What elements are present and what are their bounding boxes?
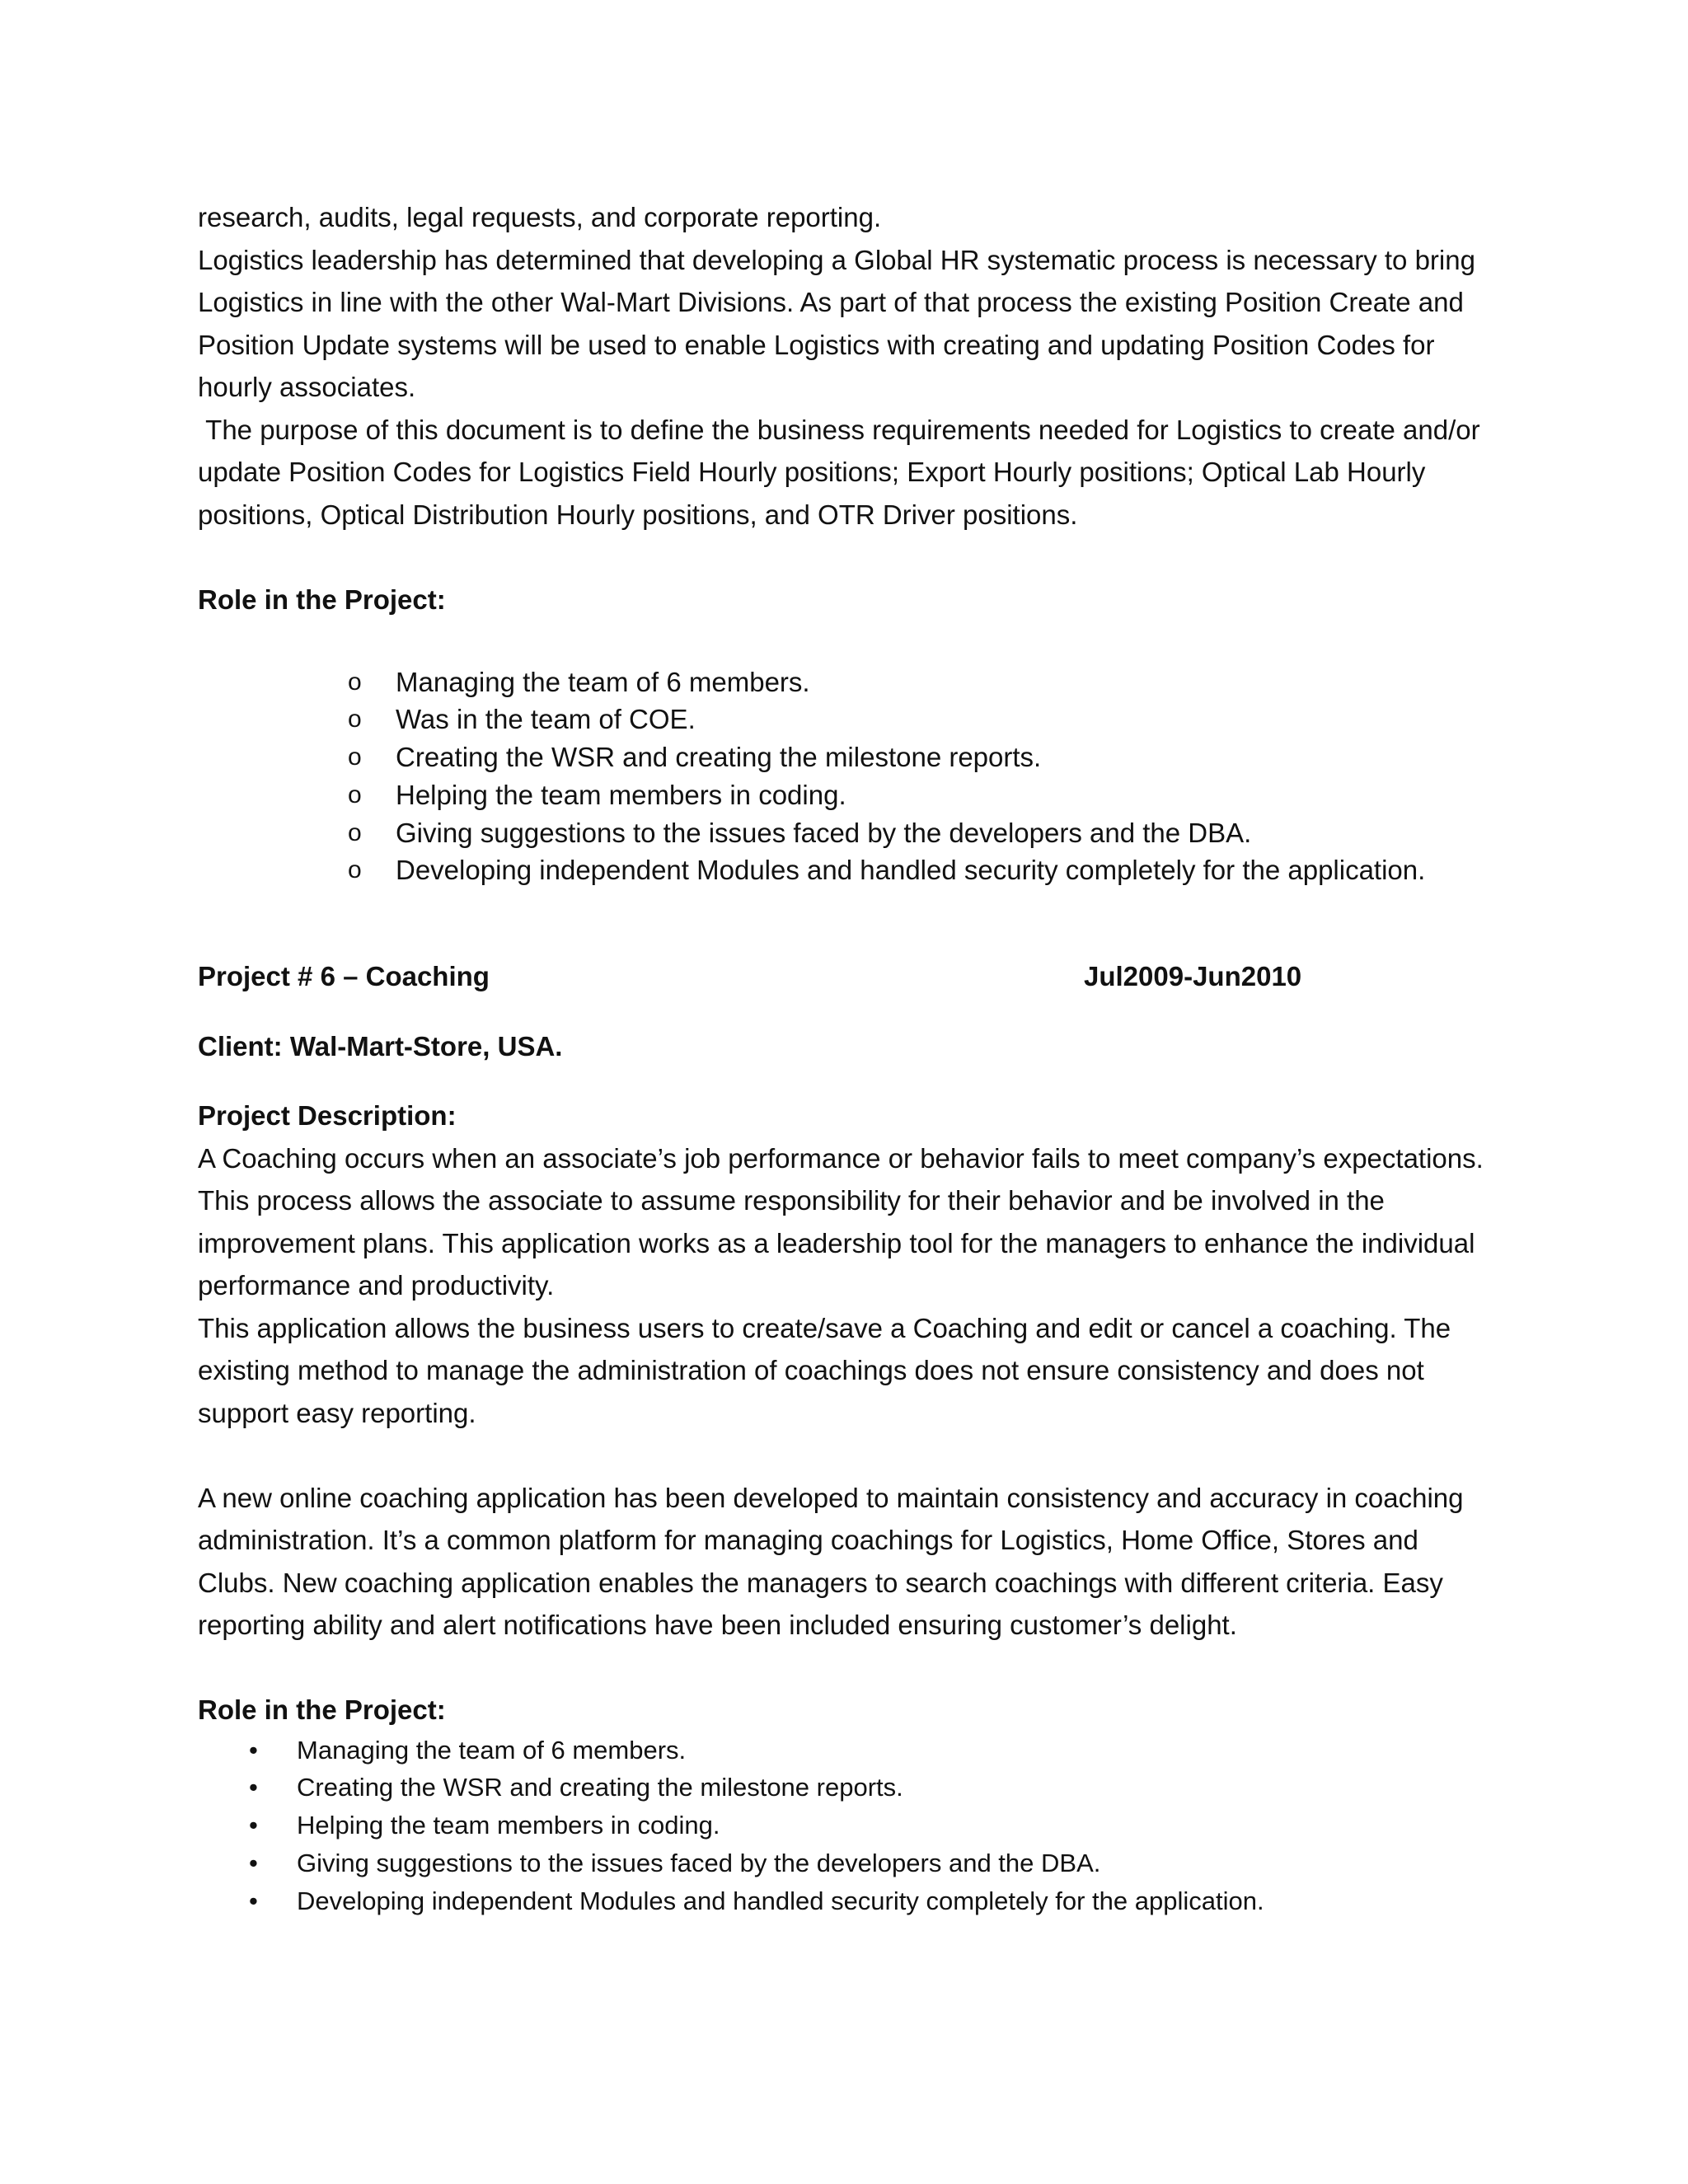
project-title-row — [198, 955, 1500, 998]
list-item: o Helping the team members in coding. — [348, 776, 1500, 814]
intro-paragraph-1: research, audits, legal requests, and corporate reporting. — [198, 202, 882, 232]
bullet-icon: • — [249, 1886, 258, 1915]
circle-bullet-icon: o — [348, 856, 362, 884]
circle-bullet-icon: o — [348, 818, 362, 846]
list-item: • Developing independent Modules and handled security completely for the application. — [249, 1882, 1500, 1920]
project-dates: Jul2009-Jun2010 — [1084, 961, 1302, 992]
intro-paragraph-3: The purpose of this document is to define the business requirements needed for Logistics to create and/or update Position Codes for Logistics Field Hourly positions; Export Hourly positions; Optical Lab Hourly positions, Optical Distribution Hourly positions, and OTR Driver positions. — [198, 414, 1488, 530]
circle-bullet-icon: o — [348, 780, 362, 808]
list-item: • Helping the team members in coding. — [249, 1807, 1500, 1844]
project-client: Client: Wal-Mart-Store, USA. — [198, 1030, 563, 1062]
project-description-paragraph-1: A Coaching occurs when an associate’s job performance or behavior fails to meet company’s expectations. This process allows the associate to assume responsibility for their behavior and be involved in the improvement plans. This application works as a leadership tool for the managers to enhance the individual performance and productivity. — [198, 1142, 1484, 1301]
bullet-icon: • — [249, 1735, 258, 1765]
list-item: o Giving suggestions to the issues faced by the developers and the DBA. — [348, 814, 1500, 852]
project-description-heading: Project Description: — [198, 1100, 457, 1132]
bullet-icon: • — [249, 1773, 258, 1802]
project-description-paragraph-2: This application allows the business users to create/save a Coaching and edit or cancel a coaching. The existing method to manage the administration of coachings does not ensure consistency and does not support easy reporting. — [198, 1312, 1451, 1428]
project-title: Project # 6 – Coaching — [198, 961, 490, 992]
role-list-2 — [198, 1732, 1500, 1920]
project-description-paragraph-3: A new online coaching application has been developed to maintain consistency and accuracy in coaching administration. It’s a common platform for managing coachings for Logistics, Home Office, Stores and Clubs. New coaching application enables the managers to search coachings with different criteria. Easy reporting ability and alert notifications have been included ensuring customer’s delight. — [198, 1482, 1464, 1641]
page-content — [198, 196, 1500, 1919]
list-item: • Creating the WSR and creating the milestone reports. — [249, 1769, 1500, 1807]
list-item: o Creating the WSR and creating the milestone reports. — [348, 738, 1500, 776]
bullet-icon: • — [249, 1811, 258, 1840]
intro-paragraph-2: Logistics leadership has determined that developing a Global HR systematic process is necessary to bring Logistics in line with the other Wal-Mart Divisions. As part of that process the existing Position Create and Position Update systems will be used to enable Logistics with creating and updating Position Codes for hourly associates. — [198, 244, 1475, 402]
circle-bullet-icon: o — [348, 668, 362, 696]
role-heading-2: Role in the Project: — [198, 1694, 446, 1726]
list-item: o Was in the team of COE. — [348, 701, 1500, 738]
role-heading-1: Role in the Project: — [198, 583, 446, 615]
list-item: o Managing the team of 6 members. — [348, 663, 1500, 701]
circle-bullet-icon: o — [348, 743, 362, 771]
bullet-icon: • — [249, 1848, 258, 1877]
role-list-1 — [198, 663, 1500, 890]
list-item: • Managing the team of 6 members. — [249, 1732, 1500, 1769]
circle-bullet-icon: o — [348, 705, 362, 733]
list-item: o Developing independent Modules and handled security completely for the application. — [348, 851, 1500, 889]
list-item: • Giving suggestions to the issues faced by the developers and the DBA. — [249, 1844, 1500, 1882]
